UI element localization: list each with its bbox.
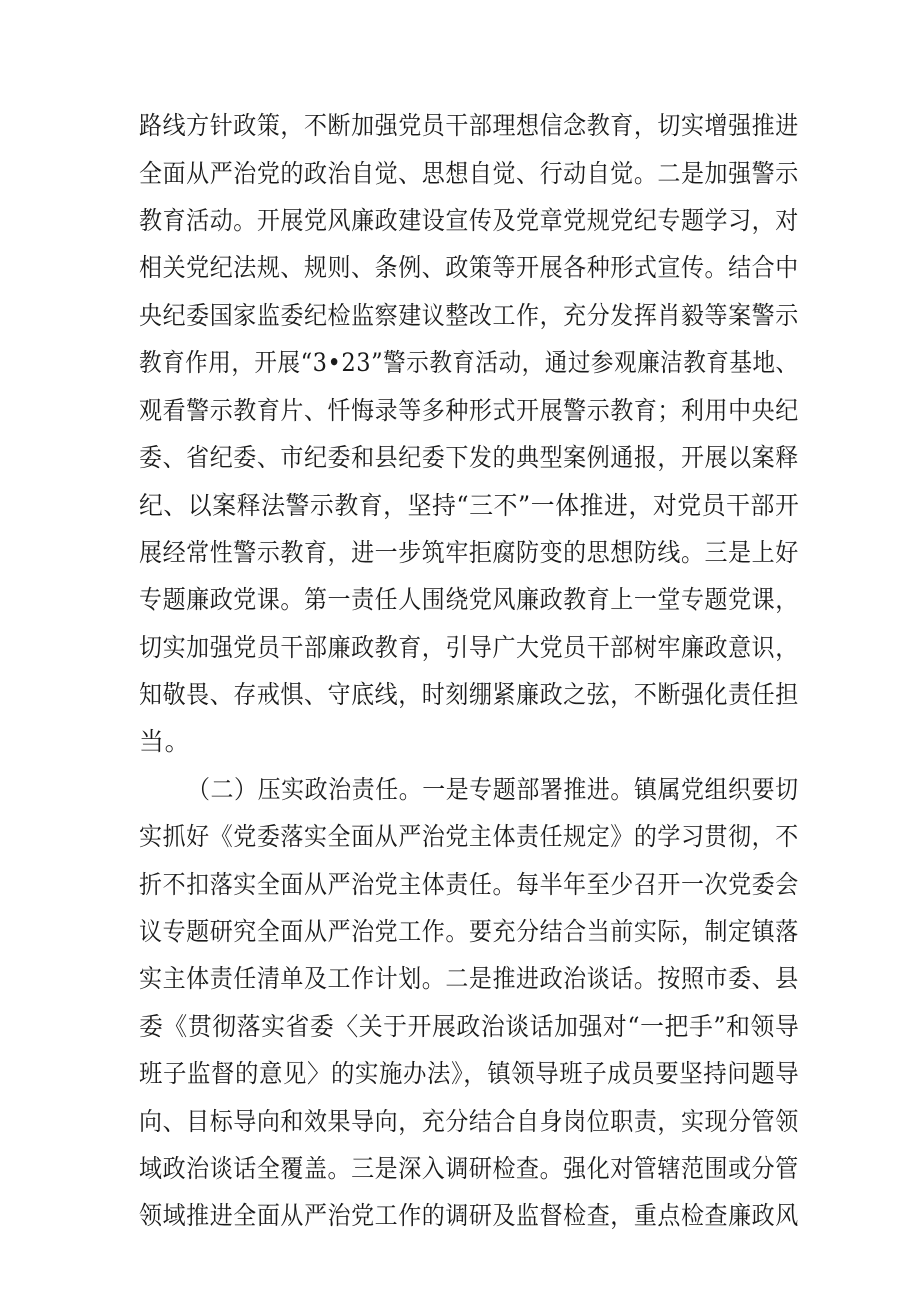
text-line: 班子监督的意见〉的实施办法》，镇领导班子成员要坚持问题导 xyxy=(139,1059,800,1088)
text-line: 议专题研究全面从严治党工作。要充分结合当前实际，制定镇落 xyxy=(139,917,799,946)
text-line: 实抓好《党委落实全面从严治党主体责任规定》的学习贯彻，不 xyxy=(139,822,799,851)
text-line: 专题廉政党课。第一责任人围绕党风廉政教育上一堂专题党课， xyxy=(139,585,799,614)
text-line: 领域推进全面从严治党工作的调研及监督检查，重点检查廉政风 xyxy=(139,1201,799,1230)
text-line: 委《贯彻落实省委〈关于开展政治谈话加强对“一把手”和领导 xyxy=(139,1012,800,1041)
text-line: 相关党纪法规、规则、条例、政策等开展各种形式宣传。结合中 xyxy=(139,253,799,282)
paragraph-heading-line: （二）压实政治责任。一是专题部署推进。镇属党组织要切 xyxy=(187,775,799,804)
text-line: 观看警示教育片、忏悔录等多种形式开展警示教育；利用中央纪 xyxy=(139,396,799,425)
text-line: 折不扣落实全面从严治党主体责任。每半年至少召开一次党委会 xyxy=(139,870,799,899)
text-line: 向、目标导向和效果导向，充分结合自身岗位职责，实现分管领 xyxy=(139,1107,799,1136)
text-line: 教育活动。开展党风廉政建设宣传及党章党规党纪专题学习，对 xyxy=(139,206,799,235)
text-line: 实主体责任清单及工作计划。二是推进政治谈话。按照市委、县 xyxy=(139,964,799,993)
text-line: 纪、以案释法警示教育，坚持“三不”一体推进，对党员干部开 xyxy=(139,491,800,520)
text-line: 委、省纪委、市纪委和县纪委下发的典型案例通报，开展以案释 xyxy=(139,443,799,472)
text-line: 切实加强党员干部廉政教育，引导广大党员干部树牢廉政意识， xyxy=(139,633,799,662)
text-line: 展经常性警示教育，进一步筑牢拒腐防变的思想防线。三是上好 xyxy=(139,538,799,567)
text-line: 知敬畏、存戒惧、守底线，时刻绷紧廉政之弦，不断强化责任担 xyxy=(139,680,799,709)
text-line: 域政治谈话全覆盖。三是深入调研检查。强化对管辖范围或分管 xyxy=(139,1154,799,1183)
text-line: 全面从严治党的政治自觉、思想自觉、行动自觉。二是加强警示 xyxy=(139,159,799,188)
text-line: 央纪委国家监委纪检监察建议整改工作，充分发挥肖毅等案警示 xyxy=(139,301,799,330)
text-line: 路线方针政策，不断加强党员干部理想信念教育，切实增强推进 xyxy=(139,111,799,140)
text-line: 教育作用，开展“3•23”警示教育活动，通过参观廉洁教育基地、 xyxy=(139,348,799,377)
text-line: 当。 xyxy=(139,727,191,756)
